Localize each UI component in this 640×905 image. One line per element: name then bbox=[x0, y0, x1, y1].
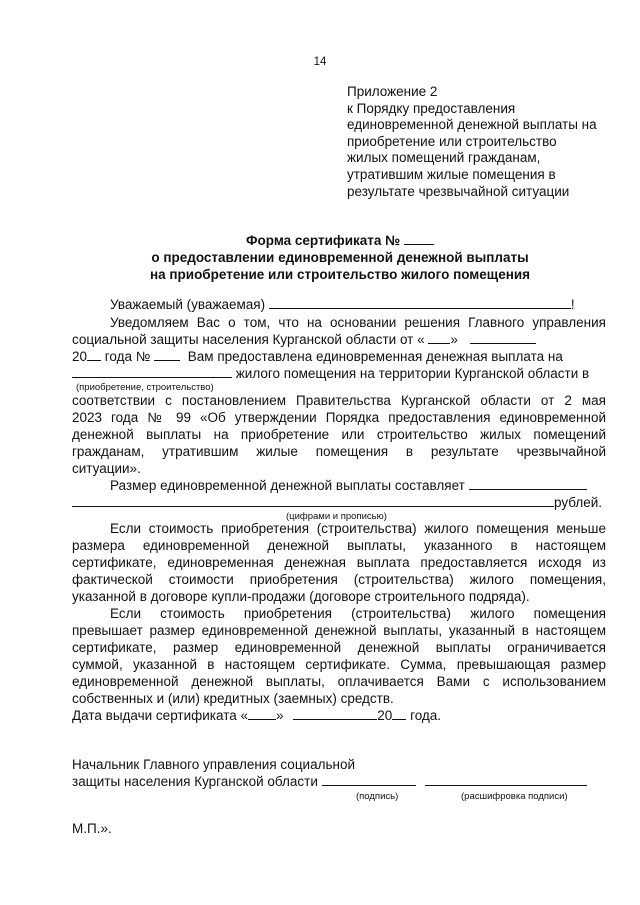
p2-line-5: указанной в договоре купли-продажи (договоре строительного подряда). bbox=[72, 589, 530, 604]
p1-text: социальной защиты населения Курганской области от « bbox=[72, 332, 425, 347]
p1-text: Уведомляем Вас о том, что на основании решения Главного управления bbox=[110, 315, 606, 330]
p2-line-4 bbox=[72, 571, 606, 589]
form-title bbox=[0, 232, 640, 249]
purpose-blank bbox=[72, 365, 232, 378]
signer-title-1: Начальник Главного управления социальной bbox=[72, 757, 356, 772]
appendix-line: результате чрезвычайной ситуации bbox=[347, 183, 570, 199]
p3-text: суммой, указанной в настоящем сертификате. Сумма, превышающая размер bbox=[72, 657, 606, 672]
p1-text: соответствии с постановлением Правительства Курганской области от 2 мая bbox=[72, 393, 606, 408]
certificate-number-blank bbox=[404, 232, 434, 245]
page-number: 14 bbox=[313, 56, 327, 68]
p1-text: 20 bbox=[72, 349, 88, 364]
p2-line-2 bbox=[72, 537, 606, 555]
p2-text: сертификате, единовременная денежная выплата предоставляется исходя из bbox=[72, 555, 606, 570]
p3-text: сертификате, размер единовременной денежной выплаты ограничивается bbox=[72, 640, 606, 655]
signer-text: защиты населения Курганской области bbox=[72, 774, 318, 789]
p1-line-8 bbox=[72, 443, 606, 461]
p1-text: Вам предоставлена единовременная денежная выплата на bbox=[187, 349, 563, 364]
p1-text: года № bbox=[104, 349, 151, 364]
form-subtitle-2: на приобретение или строительство жилого помещения bbox=[149, 267, 531, 282]
stamp-place: М.П.». bbox=[72, 821, 112, 836]
recipient-name-blank bbox=[269, 296, 571, 309]
p1-line-5 bbox=[72, 392, 606, 410]
appendix-line: единовременной денежной выплаты на bbox=[347, 117, 597, 133]
signature-decode-blank bbox=[425, 773, 587, 786]
appendix-line: Приложение 2 bbox=[347, 84, 438, 99]
greeting-label: Уважаемый (уважаемая) bbox=[110, 297, 266, 312]
rubles-label: рублей. bbox=[554, 495, 603, 510]
decision-number-blank bbox=[154, 348, 180, 361]
p3-text: превышает размер единовременной денежной выплаты, указанный в настоящем bbox=[72, 623, 606, 638]
issue-date-text: 20 bbox=[377, 708, 393, 723]
p1-line-1 bbox=[110, 314, 606, 332]
p3-text: единовременной денежной выплаты, оплачивается Вами с использованием bbox=[72, 674, 606, 689]
appendix-line: жилых помещений гражданам, bbox=[347, 150, 541, 166]
signature-blank bbox=[322, 773, 416, 786]
p3-line-1 bbox=[110, 605, 606, 623]
p2-text: фактической стоимости приобретения (строительства) жилого помещения, bbox=[72, 572, 606, 587]
p1-text: денежной выплаты на приобретение или строительство жилых помещений bbox=[72, 427, 606, 442]
greeting-end: ! bbox=[570, 297, 575, 312]
issue-date-line bbox=[72, 707, 441, 725]
p1-line-6 bbox=[72, 409, 606, 427]
form-subtitle-1: о предоставлении единовременной денежной выплаты bbox=[151, 250, 529, 265]
greeting-line bbox=[110, 296, 575, 314]
decision-year-blank bbox=[87, 348, 101, 361]
appendix-line: утратившим жилые помещения в bbox=[347, 166, 556, 182]
amount-label: Размер единовременной денежной выплаты составляет bbox=[110, 478, 465, 493]
issue-date-label: Дата выдачи сертификата « bbox=[72, 708, 248, 723]
signature-hint: (подпись) bbox=[356, 791, 399, 802]
p3-line-2 bbox=[72, 622, 606, 640]
appendix-block bbox=[347, 84, 597, 200]
p1-text: 2023 года № 99 «Об утверждении Порядка предоставления единовременной bbox=[72, 410, 606, 425]
p2-text: размера единовременной денежной выплаты, указанного в настоящем bbox=[72, 538, 606, 553]
p2-text: Если стоимость приобретения (строительства) жилого помещения меньше bbox=[110, 521, 606, 536]
p3-text: Если стоимость приобретения (строительства) жилого помещения bbox=[110, 606, 606, 621]
decision-month-blank bbox=[470, 331, 536, 344]
title-line-1: Форма сертификата № bbox=[246, 233, 401, 248]
appendix-line: приобретение или строительство bbox=[347, 133, 557, 149]
p3-line-4 bbox=[72, 656, 606, 674]
p1-text: » bbox=[450, 332, 458, 347]
p1-line-2 bbox=[72, 331, 536, 349]
p1-line-7 bbox=[72, 426, 606, 444]
amount-line-2 bbox=[72, 494, 602, 512]
issue-year-blank bbox=[392, 707, 406, 720]
p2-line-3 bbox=[72, 554, 606, 572]
issue-date-text: » bbox=[276, 708, 284, 723]
p1-line-4 bbox=[72, 365, 589, 383]
p1-text: гражданам, утратившим жилые помещения в результате чрезвычайной bbox=[72, 444, 606, 459]
p3-line-5 bbox=[72, 673, 606, 691]
p1-text: жилого помещения на территории Курганской области в bbox=[235, 366, 590, 381]
signer-title-2 bbox=[72, 773, 587, 791]
p1-line-9: ситуации». bbox=[72, 461, 141, 476]
p2-line-1 bbox=[110, 520, 606, 538]
amount-blank bbox=[469, 477, 587, 490]
amount-hint: (цифрами и прописью) bbox=[286, 511, 387, 522]
issue-month-blank bbox=[293, 707, 377, 720]
purpose-hint: (приобретение, строительство) bbox=[76, 382, 214, 393]
p3-line-6: собственных и (или) кредитных (заемных) средств. bbox=[72, 691, 394, 706]
p3-line-3 bbox=[72, 639, 606, 657]
issue-date-text: года. bbox=[410, 708, 442, 723]
p1-line-3 bbox=[72, 348, 563, 366]
amount-words-blank bbox=[72, 494, 554, 507]
issue-day-blank bbox=[248, 707, 276, 720]
signature-decode-hint: (расшифровка подписи) bbox=[461, 791, 568, 802]
appendix-line: к Порядку предоставления bbox=[347, 100, 516, 116]
decision-day-blank bbox=[428, 331, 450, 344]
amount-line-1 bbox=[110, 477, 587, 495]
